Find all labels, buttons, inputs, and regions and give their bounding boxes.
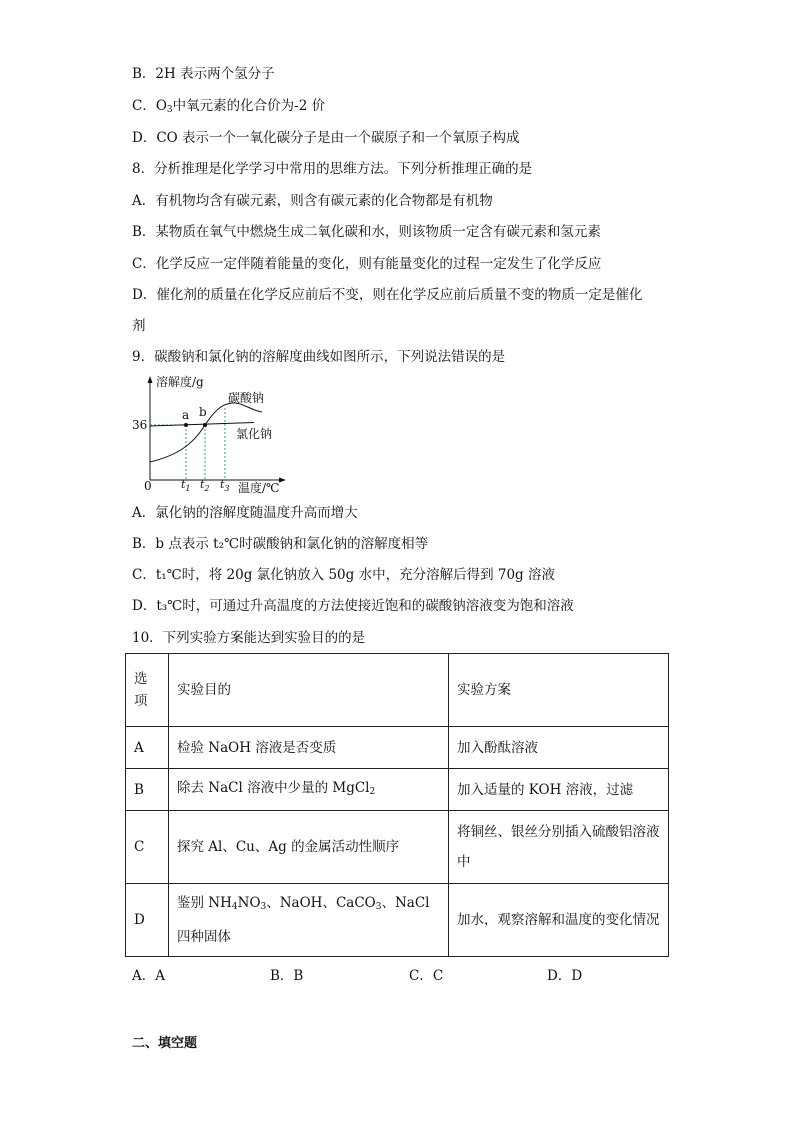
x-axis-arrow xyxy=(279,478,286,483)
table-row xyxy=(126,884,669,957)
row-b-goal xyxy=(169,769,449,811)
y-axis-label: 溶解度/g xyxy=(156,375,204,389)
option-8a: A．有机物均含有碳元素，则含有碳元素的化合物都是有机物 xyxy=(132,193,493,209)
row-b-plan: 加入适量的 KOH 溶液，过滤 xyxy=(449,769,669,811)
answer-b[interactable]: B．B xyxy=(270,968,304,984)
row-c-goal: 探究 Al、Cu、Ag 的金属活动性顺序 xyxy=(169,811,449,884)
solubility-chart xyxy=(130,372,290,498)
legend-na2co3: 碳酸钠 xyxy=(228,391,265,405)
row-d-plan: 加水，观察溶解和温度的变化情况 xyxy=(449,884,669,957)
option-9b: B．b 点表示 t₂℃时碳酸钠和氯化钠的溶解度相等 xyxy=(132,536,429,552)
option-7b: B．2H 表示两个氢分子 xyxy=(132,66,275,82)
option-9d: D．t₃℃时，可通过升高温度的方法使接近饱和的碳酸钠溶液变为饱和溶液 xyxy=(132,598,574,614)
row-a-option: A xyxy=(126,727,169,769)
series-nacl xyxy=(150,423,254,427)
row-d-option: D xyxy=(126,884,169,957)
option-8c: C．化学反应一定伴随着能量的变化，则有能量变化的过程一定发生了化学反应 xyxy=(132,256,602,272)
table-row xyxy=(126,769,669,811)
row-d-goal xyxy=(169,884,449,957)
option-7c-sub: 3 xyxy=(166,105,173,115)
row-d-goal-a: 鉴别 NH xyxy=(177,895,232,911)
row-d-goal-s1: 4 xyxy=(231,902,238,912)
option-7d: D．CO 表示一个一氧化碳分子是由一个碳原子和一个氧原子构成 xyxy=(132,130,520,146)
question-9: 9．碳酸钠和氯化钠的溶解度曲线如图所示，下列说法错误的是 xyxy=(132,349,506,365)
point-b-label: b xyxy=(199,405,207,419)
option-7c-text: C．O xyxy=(132,98,167,114)
option-7c xyxy=(132,96,325,120)
point-a-label: a xyxy=(182,408,190,422)
y-axis-arrow xyxy=(148,376,153,383)
x-tick-t3: $t_3$ xyxy=(220,478,230,493)
answer-a[interactable]: A．A xyxy=(132,968,165,984)
experiment-table xyxy=(125,653,669,957)
row-a-plan: 加入酚酞溶液 xyxy=(449,727,669,769)
y-tick-36: 36 xyxy=(132,418,148,432)
x-axis-label: 温度/℃ xyxy=(238,481,280,495)
answer-c[interactable]: C．C xyxy=(409,968,444,984)
row-a-goal: 检验 NaOH 溶液是否变质 xyxy=(169,727,449,769)
answer-d[interactable]: D．D xyxy=(547,968,583,984)
option-8d-cont: 剂 xyxy=(132,318,146,334)
table-row xyxy=(126,811,669,884)
header-goal: 实验目的 xyxy=(169,654,449,727)
row-c-option: C xyxy=(126,811,169,884)
row-b-goal-text: 除去 NaCl 溶液中少量的 MgCl xyxy=(177,779,370,796)
point-b xyxy=(203,423,207,427)
header-option: 选项 xyxy=(126,654,169,727)
row-d-goal-d: 、NaCl 四种固体 xyxy=(177,895,430,945)
row-b-option: B xyxy=(126,769,169,811)
row-d-goal-s3: 3 xyxy=(375,902,382,912)
point-a xyxy=(184,423,188,427)
x-tick-t1: $t_1$ xyxy=(181,478,191,493)
table-row xyxy=(126,727,669,769)
row-d-goal-b: NO xyxy=(237,895,261,911)
table-header-row xyxy=(126,654,669,727)
row-c-plan: 将铜丝、银丝分别插入硫酸铝溶液中 xyxy=(449,811,669,884)
origin-label: 0 xyxy=(144,479,152,493)
question-8: 8．分析推理是化学学习中常用的思维方法。下列分析推理正确的是 xyxy=(132,161,533,177)
option-9c: C．t₁℃时，将 20g 氯化钠放入 50g 水中，充分溶解后得到 70g 溶液 xyxy=(132,567,555,583)
row-d-goal-c: 、NaOH、CaCO xyxy=(266,895,376,911)
x-tick-t2: $t_2$ xyxy=(200,478,210,493)
option-9a: A．氯化钠的溶解度随温度升高而增大 xyxy=(132,505,358,521)
row-d-goal-s2: 3 xyxy=(260,902,267,912)
legend-nacl: 氯化钠 xyxy=(236,427,273,441)
option-8d: D．催化剂的质量在化学反应前后不变，则在化学反应前后质量不变的物质一定是催化 xyxy=(132,287,643,303)
question-10: 10．下列实验方案能达到实验目的的是 xyxy=(132,630,366,646)
row-b-goal-sub: 2 xyxy=(369,786,376,797)
option-8b: B．某物质在氧气中燃烧生成二氧化碳和水，则该物质一定含有碳元素和氢元素 xyxy=(132,224,601,240)
section-heading: 二、填空题 xyxy=(132,1036,198,1051)
header-plan: 实验方案 xyxy=(449,654,669,727)
option-7c-text2: 中氧元素的化合价为-2 价 xyxy=(172,98,326,114)
